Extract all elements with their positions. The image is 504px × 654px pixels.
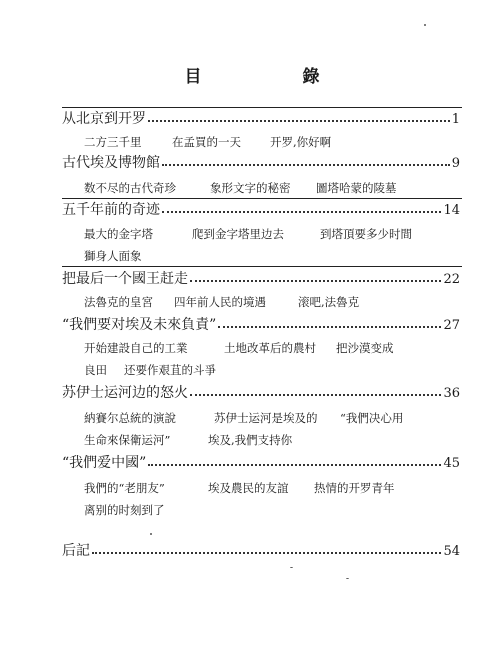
subtopic: 象形文字的秘密 [210, 181, 291, 195]
entry-title: 从北京到开罗 [62, 111, 146, 127]
scan-speck [424, 24, 426, 26]
entry-page-number: 1 [451, 112, 460, 127]
subtopic: 四年前人民的境遇 [174, 295, 266, 309]
toc-entry[interactable] [62, 108, 460, 128]
entry-title: 古代埃及博物館 [62, 155, 160, 171]
entry-page-number: 9 [451, 156, 460, 171]
subtopic: 二方三千里 [84, 135, 142, 149]
entry-title: 五千年前的奇迹 [62, 202, 160, 218]
subtopic-line [84, 180, 464, 196]
entry-page-number: 36 [443, 386, 460, 401]
subtopic: 把沙漠变成 [336, 341, 394, 355]
leader-dots [218, 326, 441, 328]
divider [62, 266, 462, 267]
page-title: 目 錄 [184, 67, 362, 87]
subtopic-line [84, 432, 464, 448]
subtopic: 土地改革后的農村 [224, 341, 316, 355]
subtopic: 还要作艰苴的斗爭 [124, 363, 216, 377]
leader-dots [148, 464, 441, 466]
subtopic: 开始建設自己的工業 [84, 341, 188, 355]
subtopic-line [84, 226, 464, 242]
subtopic: 圖塔哈蒙的陵墓 [316, 181, 397, 195]
scan-speck [150, 533, 152, 535]
subtopic: 数不尽的古代奇珍 [84, 181, 176, 195]
subtopic: 生命來保衛运河” [84, 433, 171, 447]
entry-page-number: 14 [443, 203, 460, 218]
entry-title: “我們要对埃及未來負責” [62, 317, 217, 333]
leader-dots [162, 211, 441, 213]
subtopic: 爬到金字塔里边去 [192, 227, 284, 241]
subtopic: 滚吧,法魯克 [298, 295, 360, 309]
toc-entry[interactable] [62, 382, 460, 402]
subtopic-line [84, 294, 464, 310]
entry-page-number: 22 [443, 272, 460, 287]
subtopic: 到塔頂要多少时間 [320, 227, 412, 241]
toc-entry[interactable] [62, 199, 460, 219]
subtopic: 我們的“老朋友” [84, 481, 165, 495]
subtopic: 最大的金字塔 [84, 227, 153, 241]
entry-page-number: 27 [443, 318, 460, 333]
entry-title: 后記 [62, 543, 90, 559]
leader-dots [148, 120, 450, 122]
toc-entry[interactable] [62, 452, 460, 472]
subtopic: 獅身人面象 [84, 249, 142, 263]
subtopic: 热情的开罗青年 [314, 481, 395, 495]
subtopic: 苏伊士运河是埃及的 [214, 411, 318, 425]
subtopic-line [84, 248, 464, 264]
scan-speck [290, 567, 293, 568]
subtopic-line [84, 340, 464, 356]
subtopic: 离别的时刻到了 [84, 503, 165, 517]
subtopic-line [84, 502, 464, 518]
toc-entry[interactable] [62, 152, 460, 172]
subtopic: “我們决心用 [340, 411, 404, 425]
subtopic-line [84, 480, 464, 496]
subtopic-line [84, 410, 464, 426]
entry-title: 把最后一个國王赶走 [62, 271, 188, 287]
subtopic-line [84, 134, 464, 150]
entry-title: “我們爱中國” [62, 455, 147, 471]
toc-entry[interactable] [62, 314, 460, 334]
subtopic-line [84, 362, 464, 378]
leader-dots [190, 394, 441, 396]
subtopic: 法魯克的皇宮 [84, 295, 153, 309]
entry-page-number: 54 [443, 544, 460, 559]
subtopic: 埃及農民的友誼 [208, 481, 289, 495]
subtopic: 納賽尔总統的演說 [84, 411, 176, 425]
subtopic: 良田 [84, 363, 107, 377]
leader-dots [92, 552, 441, 554]
entry-page-number: 45 [443, 456, 460, 471]
subtopic: 开罗,你好啊 [270, 135, 332, 149]
subtopic: 在孟買的一天 [172, 135, 241, 149]
scan-speck [346, 578, 349, 579]
leader-dots [162, 164, 450, 166]
leader-dots [190, 280, 441, 282]
entry-title: 苏伊士运河边的怒火 [62, 385, 188, 401]
toc-entry[interactable] [62, 268, 460, 288]
subtopic: 埃及,我們支持你 [208, 433, 293, 447]
toc-entry[interactable] [62, 540, 460, 560]
